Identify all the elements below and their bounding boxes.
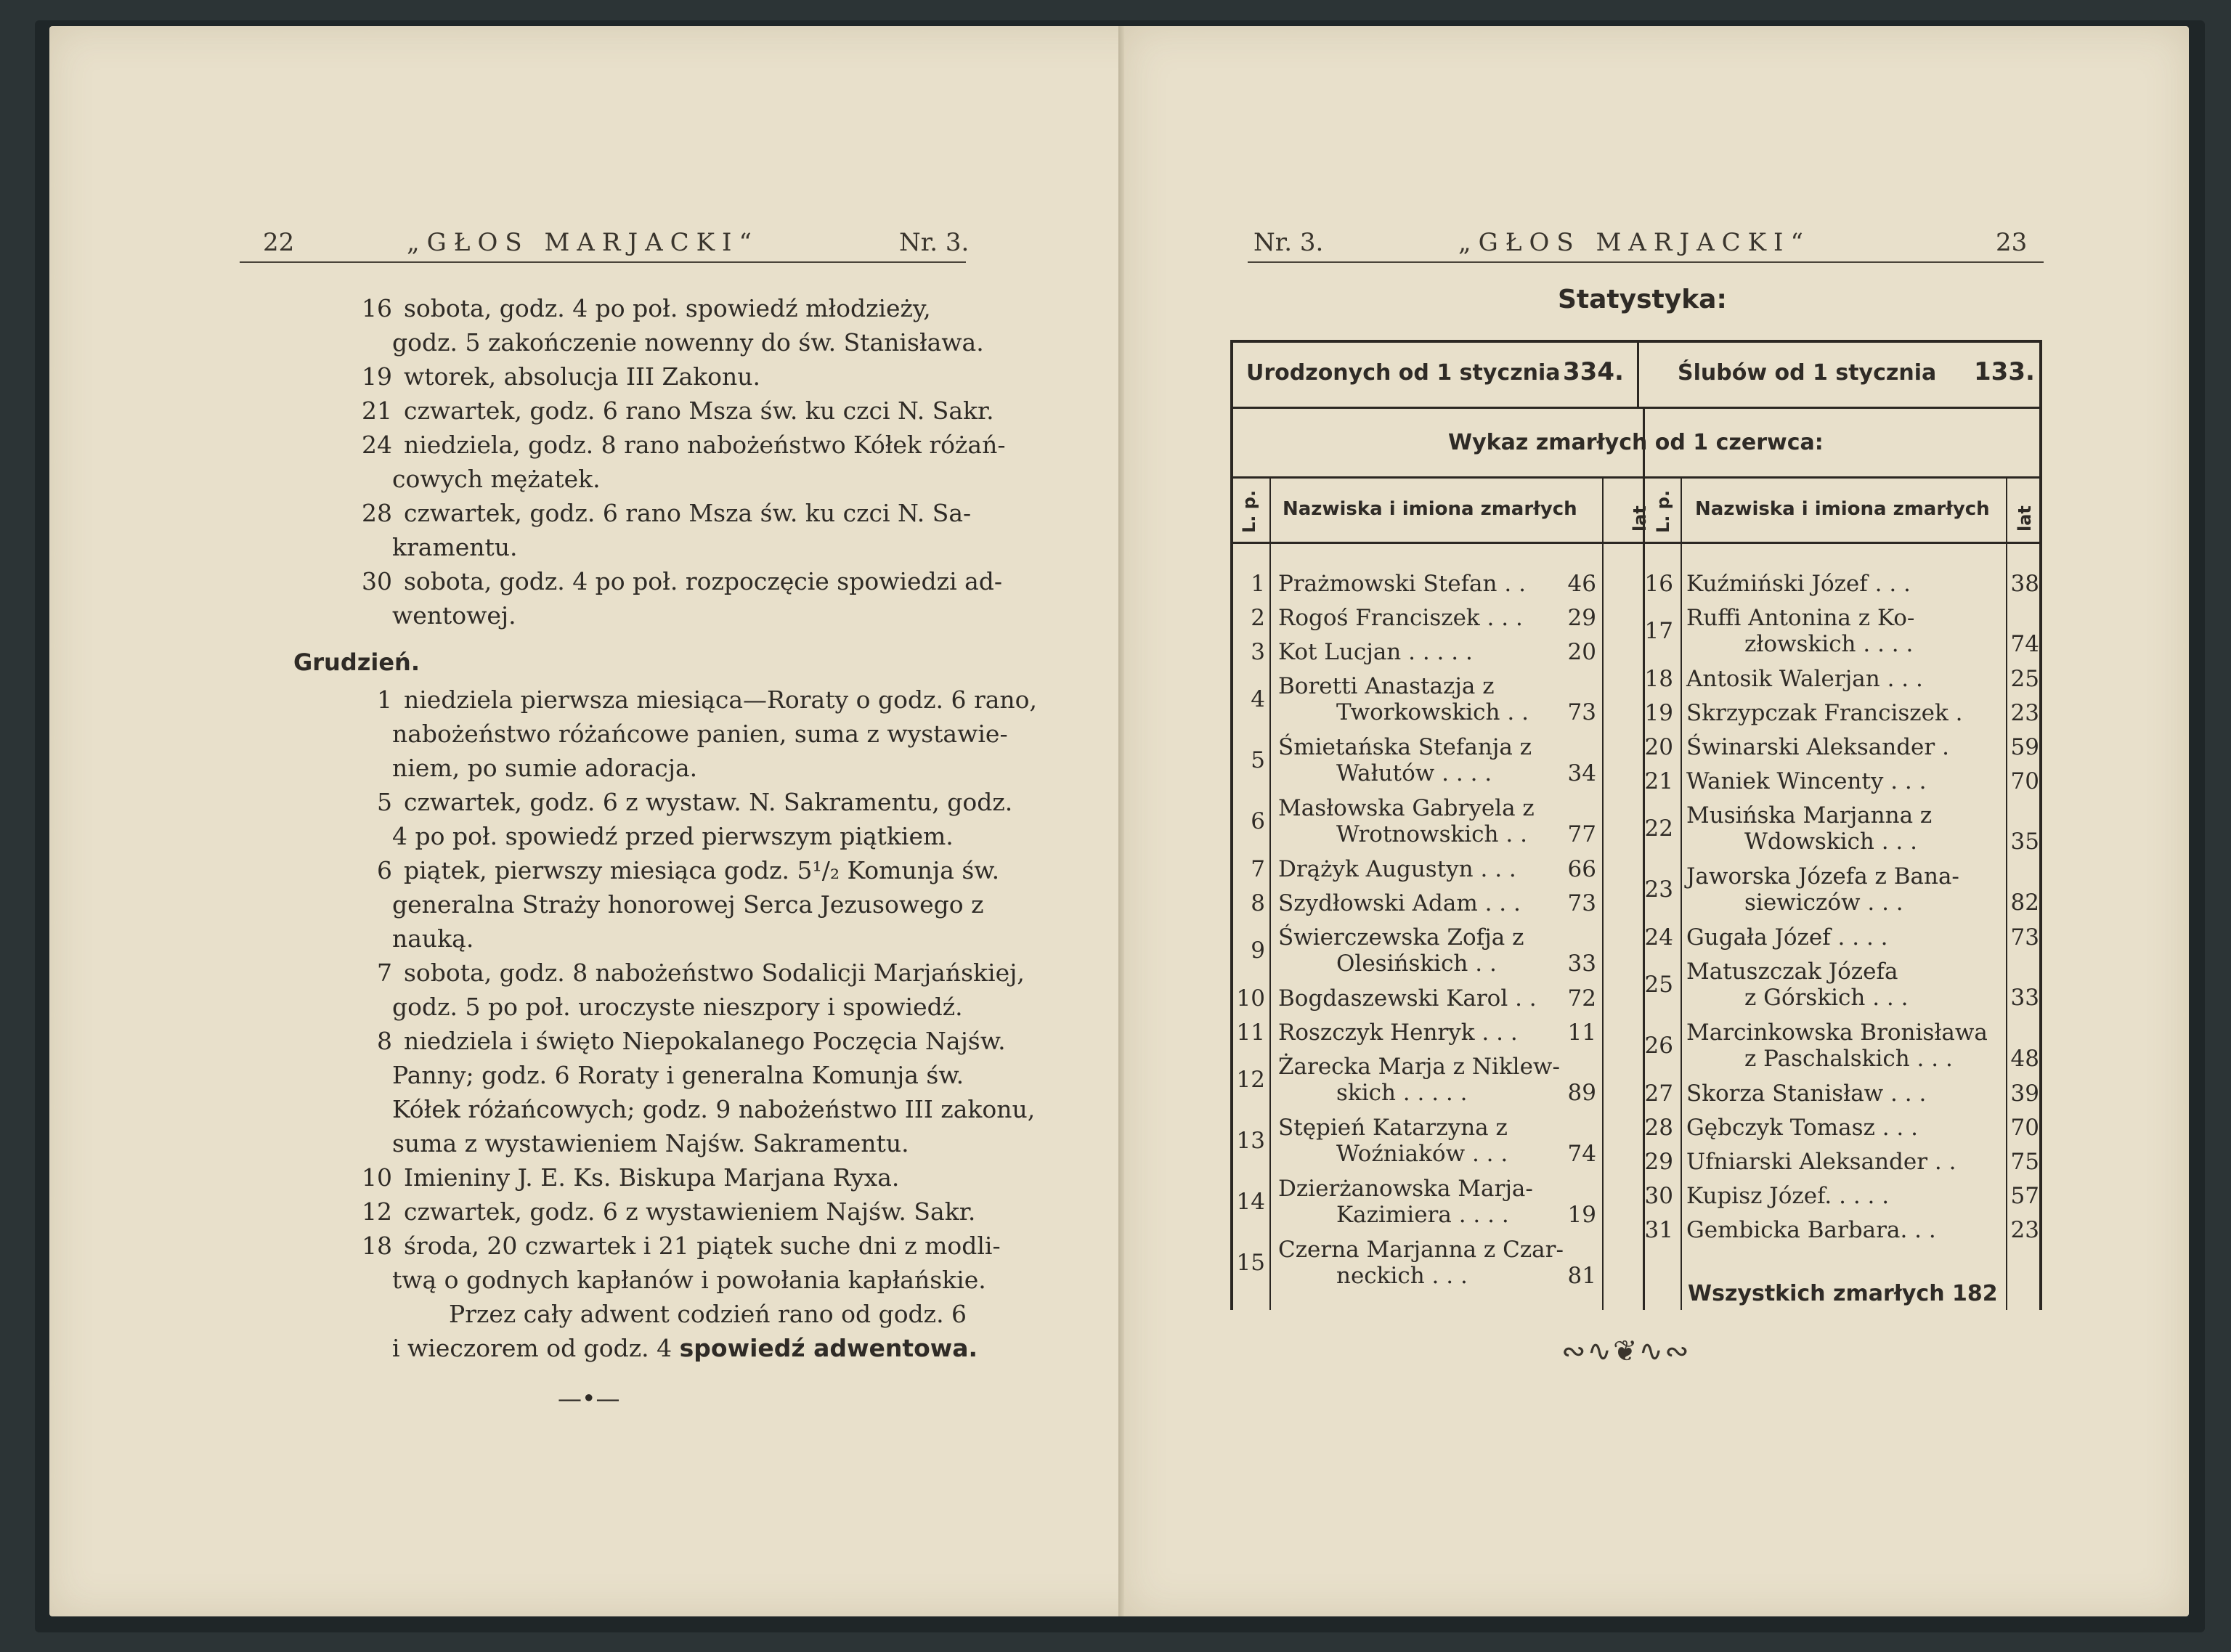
left-page — [49, 26, 1190, 1616]
entry-day: 12 — [362, 1197, 392, 1226]
deceased-age: 72 — [1567, 985, 1596, 1012]
deceased-name: Kazimiera . . . . — [1336, 1202, 1509, 1228]
weddings-value: 133. — [1974, 357, 2035, 386]
entry-text: Kółek różańcowych; godz. 9 nabożeństwo III zakonu, — [392, 1095, 1036, 1123]
row-number: 5 — [1251, 747, 1265, 773]
column-header-lp: L. p. — [1239, 489, 1259, 533]
deceased-age: 38 — [2010, 571, 2039, 597]
deceased-age: 57 — [2010, 1183, 2039, 1209]
column-header-lp: L. p. — [1653, 489, 1673, 533]
deceased-age: 34 — [1567, 760, 1596, 786]
row-number: 14 — [1236, 1189, 1265, 1215]
entry-text: wentowej. — [392, 601, 516, 630]
deceased-name: neckich . . . — [1336, 1263, 1468, 1289]
entry-text: godz. 5 po poł. uroczyste nieszpory i spowiedź. — [392, 993, 963, 1021]
deceased-name: Skrzypczak Franciszek . — [1686, 700, 1963, 726]
deceased-name: Wdowskich . . . — [1744, 829, 1917, 855]
deceased-name: Musińska Marjanna z — [1686, 802, 1933, 829]
entry-day: 21 — [362, 396, 392, 425]
deceased-age: 75 — [2010, 1149, 2039, 1175]
deceased-name: Szydłowski Adam . . . — [1278, 890, 1521, 916]
deceased-name: Gębczyk Tomasz . . . — [1686, 1115, 1918, 1141]
deceased-age: 19 — [1567, 1202, 1596, 1228]
deceased-age: 29 — [1567, 605, 1596, 631]
month-heading: Grudzień. — [293, 648, 420, 676]
entry-day: 7 — [377, 959, 392, 987]
deceased-name: Matuszczak Józefa — [1686, 959, 1898, 985]
deceased-age: 59 — [2010, 734, 2039, 760]
total-deaths: Wszystkich zmarłych 182 — [1688, 1281, 1998, 1306]
deceased-name: Olesińskich . . — [1336, 951, 1497, 977]
deceased-name: Masłowska Gabryela z — [1278, 795, 1535, 821]
deceased-age: 23 — [2010, 1217, 2039, 1243]
row-number: 29 — [1644, 1149, 1673, 1175]
deceased-name: Rogoś Franciszek . . . — [1278, 605, 1523, 631]
entry-day: 10 — [362, 1163, 392, 1192]
row-number: 21 — [1644, 768, 1673, 794]
deceased-name: Boretti Anastazja z — [1278, 673, 1495, 699]
deceased-name: Woźniaków . . . — [1336, 1141, 1508, 1167]
column-header-age: lat — [1630, 505, 1650, 532]
deceased-name: z Paschalskich . . . — [1744, 1046, 1953, 1072]
deceased-age: 25 — [2010, 666, 2039, 692]
row-number: 6 — [1251, 808, 1265, 834]
row-number: 31 — [1644, 1217, 1673, 1243]
page-number: 23 — [1996, 228, 2028, 257]
deceased-age: 70 — [2010, 768, 2039, 794]
deaths-heading: Wykaz zmarłych od 1 czerwca: — [1448, 430, 1824, 455]
entry-day: 5 — [377, 788, 392, 816]
row-number: 9 — [1251, 937, 1265, 964]
row-number: 17 — [1644, 618, 1673, 644]
entry-text: 4 po poł. spowiedź przed pierwszym piątkiem. — [392, 822, 954, 850]
deceased-name: Tworkowskich . . — [1336, 699, 1529, 725]
entry-text: czwartek, godz. 6 rano Msza św. ku czci N. Sa- — [404, 499, 972, 527]
deceased-name: Żarecka Marja z Niklew- — [1278, 1054, 1560, 1080]
deceased-name: Stępień Katarzyna z — [1278, 1115, 1508, 1141]
deceased-name: z Górskich . . . — [1744, 985, 1909, 1011]
deceased-age: 74 — [1567, 1141, 1596, 1167]
deceased-name: Marcinkowska Bronisława — [1686, 1020, 1988, 1046]
deceased-age: 73 — [2010, 924, 2039, 951]
entry-text: twą o godnych kapłanów i powołania kapłańskie. — [392, 1266, 986, 1294]
deceased-age: 33 — [2010, 985, 2039, 1011]
row-number: 8 — [1251, 890, 1265, 916]
deceased-name: Czerna Marjanna z Czar- — [1278, 1237, 1564, 1263]
entry-day: 16 — [362, 294, 392, 322]
row-number: 12 — [1236, 1067, 1265, 1093]
deceased-age: 77 — [1567, 821, 1596, 847]
entry-text: niedziela, godz. 8 rano nabożeństwo Kółek różań- — [404, 431, 1006, 459]
deceased-name: Świerczewska Zofja z — [1278, 924, 1524, 951]
deceased-name: Drążyk Augustyn . . . — [1278, 856, 1516, 882]
row-number: 2 — [1251, 605, 1265, 631]
row-number: 10 — [1236, 985, 1265, 1012]
row-number: 1 — [1251, 571, 1265, 597]
entry-text: wtorek, absolucja III Zakonu. — [404, 362, 761, 391]
weddings-label: Ślubów od 1 stycznia — [1678, 360, 1937, 386]
divider: —•— — [558, 1384, 620, 1412]
deceased-name: Jaworska Józefa z Bana- — [1686, 863, 1959, 890]
deceased-age: 35 — [2010, 829, 2039, 855]
closing-bold-text: spowiedź adwentowa. — [679, 1334, 978, 1362]
row-number: 11 — [1236, 1020, 1265, 1046]
entry-text: niem, po sumie adoracja. — [392, 754, 698, 782]
row-number: 27 — [1644, 1081, 1673, 1107]
deceased-age: 11 — [1567, 1020, 1596, 1046]
entry-day: 6 — [377, 856, 392, 884]
deceased-name: siewiczów . . . — [1744, 890, 1903, 916]
entry-text: sobota, godz. 8 nabożeństwo Sodalicji Marjańskiej, — [404, 959, 1025, 987]
deceased-name: Gembicka Barbara. . . — [1686, 1217, 1936, 1243]
entry-text: suma z wystawieniem Najśw. Sakramentu. — [392, 1129, 909, 1157]
row-number: 23 — [1644, 876, 1673, 903]
decorative-ornament-icon: ∾∿❦∿∾ — [1561, 1335, 1691, 1368]
page-number: 22 — [263, 228, 295, 257]
entry-text: nauką. — [392, 924, 474, 953]
deceased-name: Wałutów . . . . — [1336, 760, 1492, 786]
issue-number: Nr. 3. — [1253, 228, 1324, 257]
deceased-name: Wrotnowskich . . — [1336, 821, 1527, 847]
left-page-header — [240, 218, 970, 263]
deceased-name: Waniek Wincenty . . . — [1686, 768, 1927, 794]
magazine-title: „GŁOS MARJACKI“ — [407, 228, 759, 257]
deceased-name: Skorza Stanisław . . . — [1686, 1081, 1927, 1107]
entry-day: 8 — [377, 1027, 392, 1055]
deceased-name: Antosik Walerjan . . . — [1686, 666, 1923, 692]
deceased-name: Dzierżanowska Marja- — [1278, 1176, 1533, 1202]
deceased-age: 89 — [1567, 1080, 1596, 1106]
deceased-name: Prażmowski Stefan . . — [1278, 571, 1526, 597]
deceased-name: Śmietańska Stefanja z — [1278, 734, 1532, 760]
deceased-name: Gugała Józef . . . . — [1686, 924, 1888, 951]
deceased-name: Kuźmiński Józef . . . — [1686, 571, 1911, 597]
deceased-name: złowskich . . . . — [1744, 631, 1914, 657]
deceased-age: 81 — [1567, 1263, 1596, 1289]
deceased-age: 74 — [2010, 631, 2039, 657]
deceased-age: 73 — [1567, 890, 1596, 916]
deceased-name: Świnarski Aleksander . — [1686, 734, 1949, 760]
entry-day: 28 — [362, 499, 392, 527]
entry-text: Panny; godz. 6 Roraty i generalna Komunja św. — [392, 1061, 964, 1089]
magazine-title: „GŁOS MARJACKI“ — [1458, 228, 1811, 257]
deceased-age: 39 — [2010, 1081, 2039, 1107]
entry-text: kramentu. — [392, 533, 518, 561]
row-number: 20 — [1644, 734, 1673, 760]
births-value: 334. — [1563, 357, 1624, 386]
deceased-age: 33 — [1567, 951, 1596, 977]
row-number: 25 — [1644, 972, 1673, 998]
row-number: 22 — [1644, 815, 1673, 842]
row-number: 19 — [1644, 700, 1673, 726]
entry-text: środa, 20 czwartek i 21 piątek suche dni z modli- — [404, 1232, 1001, 1260]
entry-text: sobota, godz. 4 po poł. spowiedź młodzieży, — [404, 294, 931, 322]
statistics-title: Statystyka: — [1558, 285, 1727, 314]
column-header-age: lat — [2015, 505, 2035, 532]
entry-text: cowych mężatek. — [392, 465, 601, 493]
entry-text: czwartek, godz. 6 z wystawieniem Najśw. Sakr. — [404, 1197, 976, 1226]
row-number: 3 — [1251, 639, 1265, 665]
deceased-name: Roszczyk Henryk . . . — [1278, 1020, 1518, 1046]
entry-text: generalna Straży honorowej Serca Jezusowego z — [392, 890, 984, 919]
entry-text: Imieniny J. E. Ks. Biskupa Marjana Ryxa. — [404, 1163, 900, 1192]
row-number: 4 — [1251, 686, 1265, 712]
deceased-age: 23 — [2010, 700, 2039, 726]
entry-day: 19 — [362, 362, 392, 391]
column-header-names: Nazwiska i imiona zmarłych — [1695, 498, 1990, 520]
deceased-name: skich . . . . . — [1336, 1080, 1468, 1106]
row-number: 26 — [1644, 1033, 1673, 1059]
entry-day: 24 — [362, 431, 392, 459]
statistics-table — [1230, 340, 2042, 1310]
deceased-age: 46 — [1567, 571, 1596, 597]
row-number: 28 — [1644, 1115, 1673, 1141]
entry-day: 18 — [362, 1232, 392, 1260]
deceased-name: Ufniarski Aleksander . . — [1686, 1149, 1956, 1175]
row-number: 24 — [1644, 924, 1673, 951]
row-number: 30 — [1644, 1183, 1673, 1209]
row-number: 18 — [1644, 666, 1673, 692]
births-label: Urodzonych od 1 stycznia — [1246, 360, 1561, 386]
deceased-age: 73 — [1567, 699, 1596, 725]
entry-text: czwartek, godz. 6 rano Msza św. ku czci N. Sakr. — [404, 396, 994, 425]
deceased-age: 20 — [1567, 639, 1596, 665]
deceased-name: Kupisz Józef. . . . . — [1686, 1183, 1890, 1209]
deceased-age: 48 — [2010, 1046, 2039, 1072]
deceased-name: Ruffi Antonina z Ko- — [1686, 605, 1915, 631]
column-header-names: Nazwiska i imiona zmarłych — [1283, 498, 1577, 520]
entry-day: 30 — [362, 567, 392, 595]
entry-text: nabożeństwo różańcowe panien, suma z wystawie- — [392, 720, 1008, 748]
entry-text: niedziela i święto Niepokalanego Poczęcia Najśw. — [404, 1027, 1006, 1055]
deceased-age: 66 — [1567, 856, 1596, 882]
entry-text: sobota, godz. 4 po poł. rozpoczęcie spowiedzi ad- — [404, 567, 1003, 595]
row-number: 16 — [1644, 571, 1673, 597]
entry-text: czwartek, godz. 6 z wystaw. N. Sakramentu, godz. — [404, 788, 1013, 816]
row-number: 7 — [1251, 856, 1265, 882]
row-number: 15 — [1236, 1250, 1265, 1276]
deceased-age: 82 — [2010, 890, 2039, 916]
deceased-name: Bogdaszewski Karol . . — [1278, 985, 1537, 1012]
closing-text: Przez cały adwent codzień rano od godz. 6 — [449, 1300, 967, 1328]
issue-number: Nr. 3. — [899, 228, 970, 257]
entry-text: godz. 5 zakończenie nowenny do św. Stanisława. — [392, 328, 984, 357]
deceased-age: 70 — [2010, 1115, 2039, 1141]
entry-text: niedziela pierwsza miesiąca—Roraty o godz. 6 rano, — [404, 685, 1038, 714]
closing-text: i wieczorem od godz. 4 spowiedź adwentowa. — [392, 1334, 978, 1362]
deceased-name: Kot Lucjan . . . . . — [1278, 639, 1473, 665]
entry-day: 1 — [377, 685, 392, 714]
right-page-header — [1248, 218, 2044, 263]
row-number: 13 — [1236, 1128, 1265, 1154]
entry-text: piątek, pierwszy miesiąca godz. 5¹/₂ Komunja św. — [404, 856, 1000, 884]
